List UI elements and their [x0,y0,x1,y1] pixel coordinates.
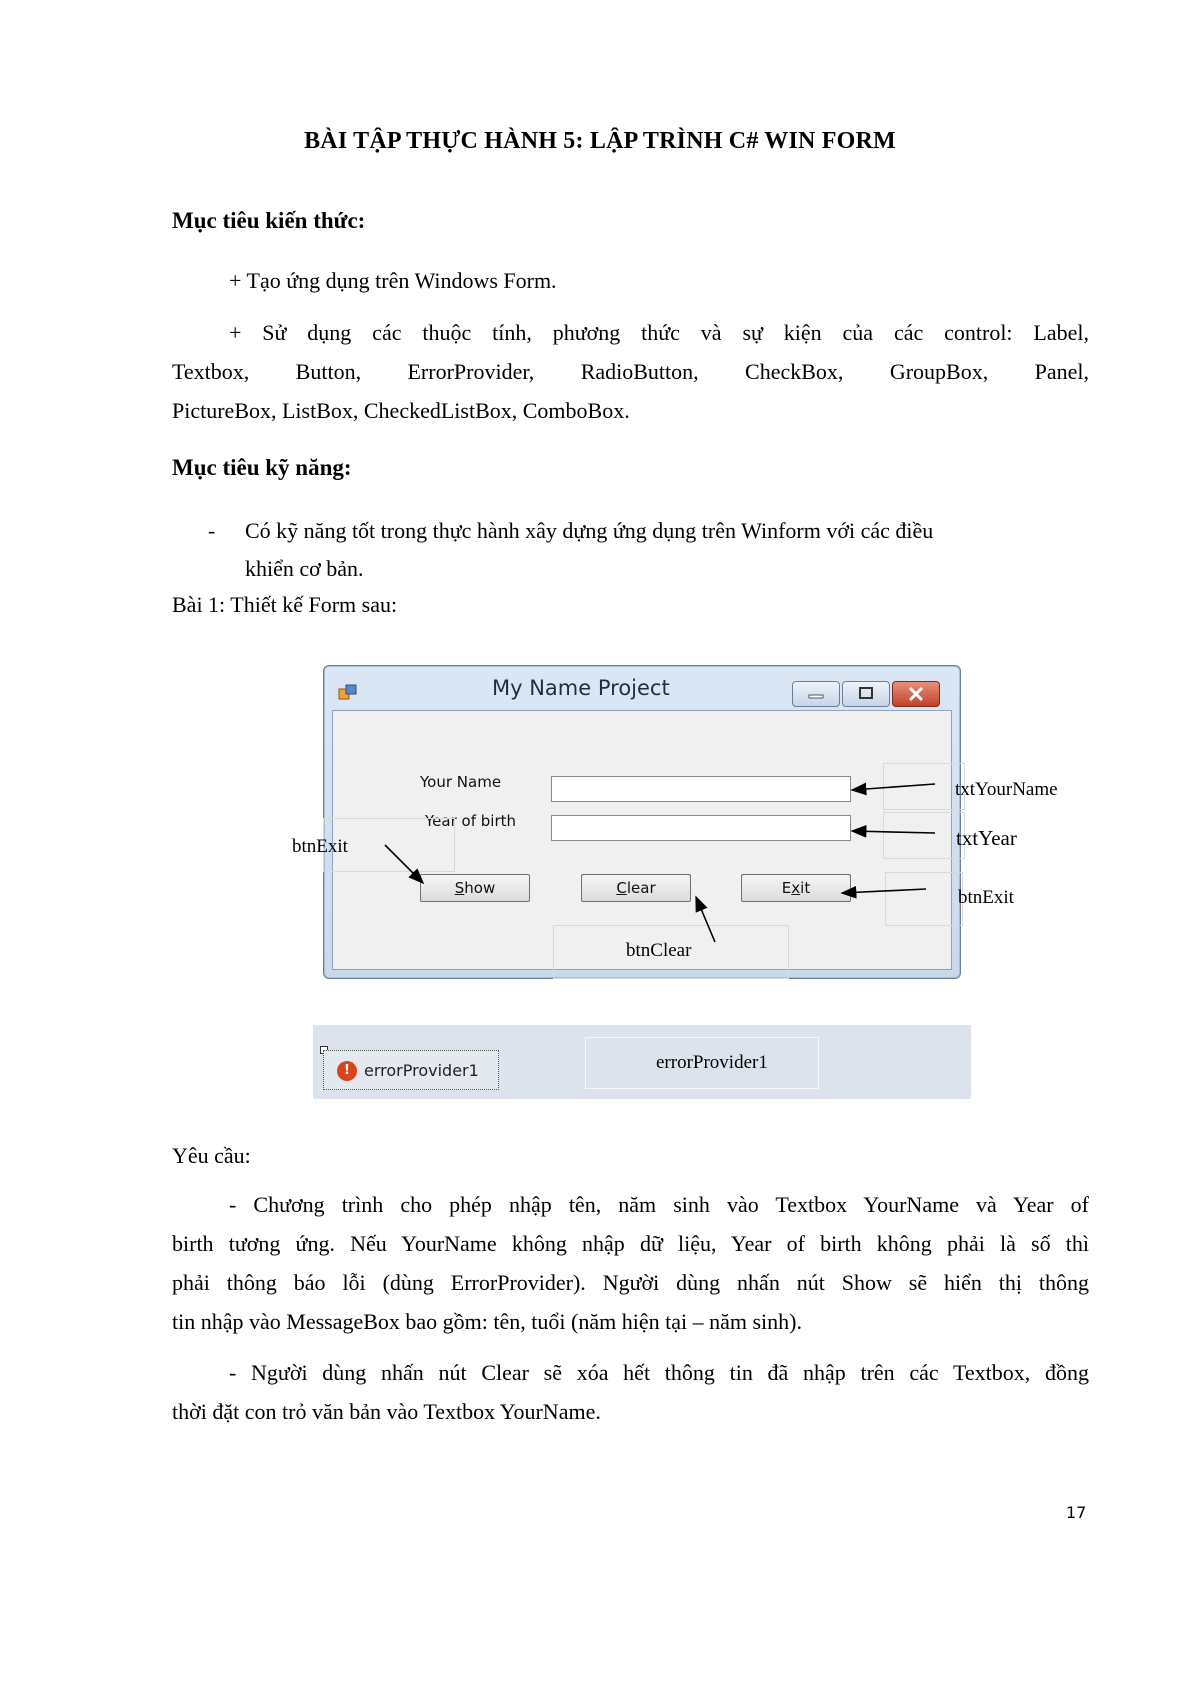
exercise-label: Bài 1: Thiết kế Form sau: [172,592,398,617]
req2-line-2: thời đặt con trỏ văn bản vào Textbox YourName. [172,1399,601,1424]
knowledge-heading: Mục tiêu kiến thức: [172,208,366,233]
knowledge-item-2-line-1: + Sử dụng các thuộc tính, phương thức và sự kiện của các control: Label, [229,320,1089,345]
annotation-errorProvider: errorProvider1 [656,1052,768,1073]
req2-line-1: - Người dùng nhấn nút Clear sẽ xóa hết thông tin đã nhập trên các Textbox, đồng [229,1360,1089,1385]
skill-heading: Mục tiêu kỹ năng: [172,455,352,480]
window-title: My Name Project [492,676,670,700]
show-button[interactable]: Show [420,874,530,902]
knowledge-item-2-line-3: PictureBox, ListBox, CheckedListBox, ComboBox. [172,398,630,423]
exit-button[interactable]: Exit [741,874,851,902]
knowledge-item-1: + Tạo ứng dụng trên Windows Form. [229,268,557,293]
req1-line-2: birth tương ứng. Nếu YourName không nhập dữ liệu, Year of birth không phải là số thì [172,1231,1089,1256]
req1-line-4: tin nhập vào MessageBox bao gồm: tên, tuổi (năm hiện tại – năm sinh). [172,1309,802,1334]
skill-bullet: - [208,518,216,543]
arrow-txtYear [852,831,935,833]
annotation-btnExit-left: btnExit [292,836,348,857]
annotation-btnClear: btnClear [626,940,692,961]
arrow-btnExit-left [385,845,423,883]
annotation-txtYourName: txtYourName [955,779,1058,800]
label-year-of-birth: Year of birth [425,812,516,830]
skill-item-line-1: Có kỹ năng tốt trong thực hành xây dựng ứng dụng trên Winform với các điều [245,518,934,543]
requirements-heading: Yêu cầu: [172,1143,251,1168]
arrow-btnExit-right [842,889,926,893]
error-provider-name: errorProvider1 [364,1061,479,1080]
document-title: BÀI TẬP THỰC HÀNH 5: LẬP TRÌNH C# WIN FORM [304,128,896,154]
req1-line-3: phải thông báo lỗi (dùng ErrorProvider). Người dùng nhấn nút Show sẽ hiển thị thông [172,1270,1089,1295]
page-number: 17 [1066,1503,1087,1522]
component-tray [313,1025,971,1099]
error-provider-component[interactable] [323,1050,499,1090]
annotation-txtYear: txtYear [956,826,1017,850]
annotation-btnExit-right: btnExit [958,887,1014,908]
knowledge-item-2-line-2: Textbox, Button, ErrorProvider, RadioButton, CheckBox, GroupBox, Panel, [172,359,1089,384]
arrow-btnClear [696,897,715,942]
arrow-txtYourName [852,784,935,790]
error-icon: ! [337,1061,357,1081]
clear-button[interactable]: Clear [581,874,691,902]
skill-item-line-2: khiển cơ bản. [245,556,364,581]
req1-line-1: - Chương trình cho phép nhập tên, năm sinh vào Textbox YourName và Year of [229,1192,1089,1217]
label-your-name: Your Name [420,773,502,791]
